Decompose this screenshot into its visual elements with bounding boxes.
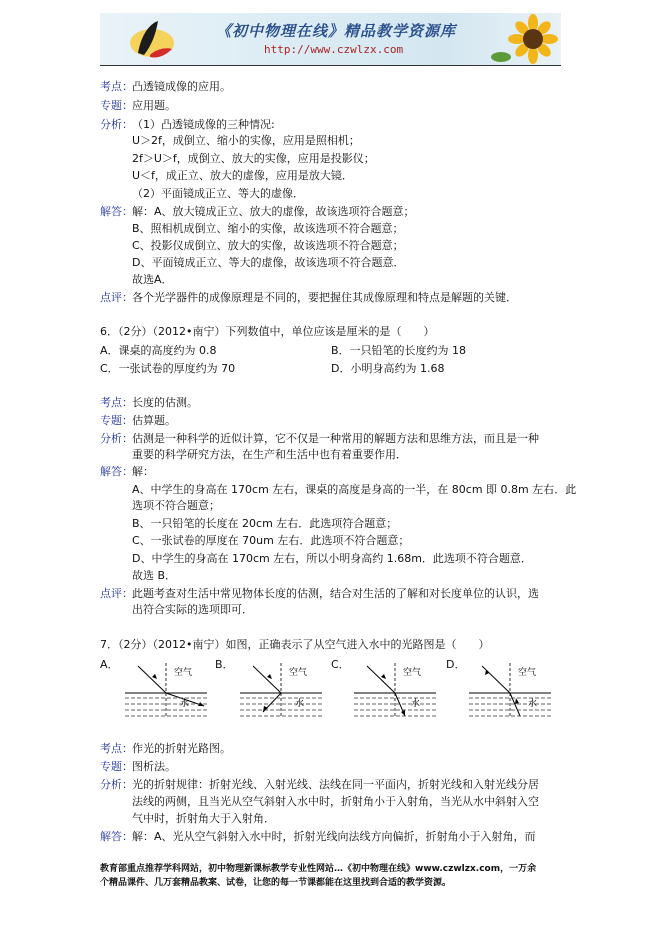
q6-fenxi-line: 重要的科学研究方法，在生产和生活中也有着重要作用．: [132, 448, 407, 461]
q6-dianping-label: 点评：: [100, 587, 133, 600]
q6-fenxi-label: 分析：: [100, 432, 133, 445]
q5-zhuanti-label: 专题：: [100, 99, 133, 112]
q7-fig-d-letter: D．: [446, 658, 466, 671]
q5-jieda-line: C、投影仪成倒立、放大的实像，故该选项不符合题意；: [132, 239, 404, 252]
q5-jieda-line: B、照相机成倒立、缩小的实像，故该选项不符合题意；: [132, 222, 404, 235]
q5-fenxi-line: U＜f，成正立、放大的虚像，应用是放大镜．: [132, 169, 353, 182]
q5-kaodian-label: 考点：: [100, 80, 133, 93]
q5-fenxi-line: U＞2f，成倒立、缩小的实像，应用是照相机；: [132, 134, 360, 147]
q7-fig-d-water-label: 水: [528, 699, 538, 709]
q5-jieda-line: 解：A、放大镜成正立、放大的虚像，故该选项符合题意；: [132, 205, 415, 218]
banner-url[interactable]: http://www.czwlzx.com: [264, 43, 404, 56]
q5-jieda-line: D、平面镜成正立、等大的虚像，故该选项不符合题意．: [132, 256, 405, 269]
q7-kaodian: 作光的折射光路图。: [132, 742, 231, 755]
q7-stem: 7．（2分）（2012•南宁）如图，正确表示了从空气进入水中的光路图是（ ）: [100, 638, 490, 651]
q6-option-b: B．一只铅笔的长度约为 18: [331, 344, 467, 357]
q7-fenxi-label: 分析：: [100, 778, 133, 791]
q5-dianping: 各个光学器件的成像原理是不同的，要把握住其成像原理和特点是解题的关键．: [132, 291, 517, 304]
q6-option-a: A．课桌的高度约为 0.8: [100, 344, 217, 357]
q6-jieda-line: B、一只铅笔的长度在 20cm 左右．此选项符合题意；: [132, 517, 398, 530]
footer-line: 教育部重点推荐学科网站，初中物理新课标教学专业性网站…《初中物理在线》www.czwlzx.com，一万余: [100, 864, 537, 874]
q7-jieda-label: 解答：: [100, 830, 133, 843]
q7-fig-b-water-label: 水: [295, 699, 305, 709]
q7-kaodian-label: 考点：: [100, 742, 133, 755]
q6-jieda-line: 故选 B．: [132, 569, 177, 582]
q7-fig-c-air-label: 空气: [403, 668, 422, 678]
q6-jieda-line: 解：: [132, 465, 154, 478]
q6-jieda-line: 选项不符合题意；: [132, 499, 220, 512]
q7-figure-c: [341, 660, 446, 724]
q6-jieda-label: 解答：: [100, 465, 133, 478]
q6-zhuanti: 估算题。: [132, 414, 176, 427]
q7-fig-a-letter: A．: [100, 658, 119, 671]
q6-jieda-line: A、中学生的身高在 170cm 左右，课桌的高度是身高的一半，在 80cm 即 0.8m 左右．此: [132, 483, 577, 496]
q6-kaodian-label: 考点：: [100, 396, 133, 409]
q7-fig-d-air-label: 空气: [518, 668, 537, 678]
q7-fig-c-letter: C．: [331, 658, 350, 671]
q6-option-c: C．一张试卷的厚度约为 70: [100, 362, 236, 375]
q7-fig-b-letter: B．: [215, 658, 234, 671]
q6-zhuanti-label: 专题：: [100, 414, 133, 427]
q6-kaodian: 长度的估测。: [132, 396, 198, 409]
q5-zhuanti: 应用题。: [132, 99, 176, 112]
q7-jieda-line: 解：A、光从空气斜射入水中时，折射光线向法线方向偏折，折射角小于入射角，而: [132, 830, 536, 843]
q5-jieda-label: 解答：: [100, 205, 133, 218]
q5-dianping-label: 点评：: [100, 291, 133, 304]
q7-fenxi-line: 法线的两侧，且当光从空气斜射入水中时，折射角小于入射角，当光从水中斜射入空: [132, 795, 539, 808]
q6-dianping-line: 出符合实际的选项即可．: [132, 603, 253, 616]
q7-figure-b: [227, 660, 332, 724]
q5-fenxi-line: （1）凸透镜成像的三种情况:: [132, 118, 275, 131]
q7-fig-c-water-label: 水: [411, 699, 421, 709]
footer-line: 个精品课件、几万套精品教案、试卷，让您的每一节课都能在这里找到合适的教学资源。: [100, 878, 452, 888]
header-rule: [100, 65, 561, 66]
q5-fenxi-line: （2）平面镜成正立、等大的虚像．: [132, 187, 304, 200]
q7-fenxi-line: 气中时，折射角大于入射角．: [132, 812, 275, 825]
q7-zhuanti: 图析法。: [132, 760, 176, 773]
q6-option-d: D．小明身高约为 1.68: [331, 362, 445, 375]
q7-figure-a: [112, 660, 217, 724]
q6-dianping-line: 此题考查对生活中常见物体长度的估测，结合对生活的了解和对长度单位的认识，选: [132, 587, 539, 600]
header-banner: [100, 13, 561, 65]
banner-title: 《初中物理在线》精品教学资源库: [216, 22, 457, 40]
q5-fenxi-label: 分析：: [100, 118, 133, 131]
q5-fenxi-line: 2f＞U＞f，成倒立、放大的实像，应用是投影仪；: [132, 152, 375, 165]
q7-fig-a-air-label: 空气: [174, 668, 193, 678]
q7-fig-a-water-label: 水: [180, 699, 190, 709]
sunflower-image: [491, 13, 561, 65]
q7-fenxi-line: 光的折射规律：折射光线、入射光线、法线在同一平面内，折射光线和入射光线分居: [132, 778, 539, 791]
q6-jieda-line: D、中学生的身高在 170cm 左右，所以小明身高约 1.68m．此选项不符合题意．: [132, 552, 532, 565]
q5-jieda-line: 故选A．: [132, 273, 173, 286]
q6-jieda-line: C、一张试卷的厚度在 70um 左右．此选项不符合题意；: [132, 534, 410, 547]
q6-stem: 6．（2分）（2012•南宁）下列数值中，单位应该是厘米的是（ ）: [100, 325, 435, 338]
q7-fig-b-air-label: 空气: [289, 668, 308, 678]
q7-zhuanti-label: 专题：: [100, 760, 133, 773]
q5-kaodian: 凸透镜成像的应用。: [132, 80, 231, 93]
q7-figure-d: [456, 660, 561, 724]
site-logo: [122, 13, 182, 65]
q6-fenxi-line: 估测是一种科学的近似计算，它不仅是一种常用的解题方法和思维方法，而且是一种: [132, 432, 539, 445]
